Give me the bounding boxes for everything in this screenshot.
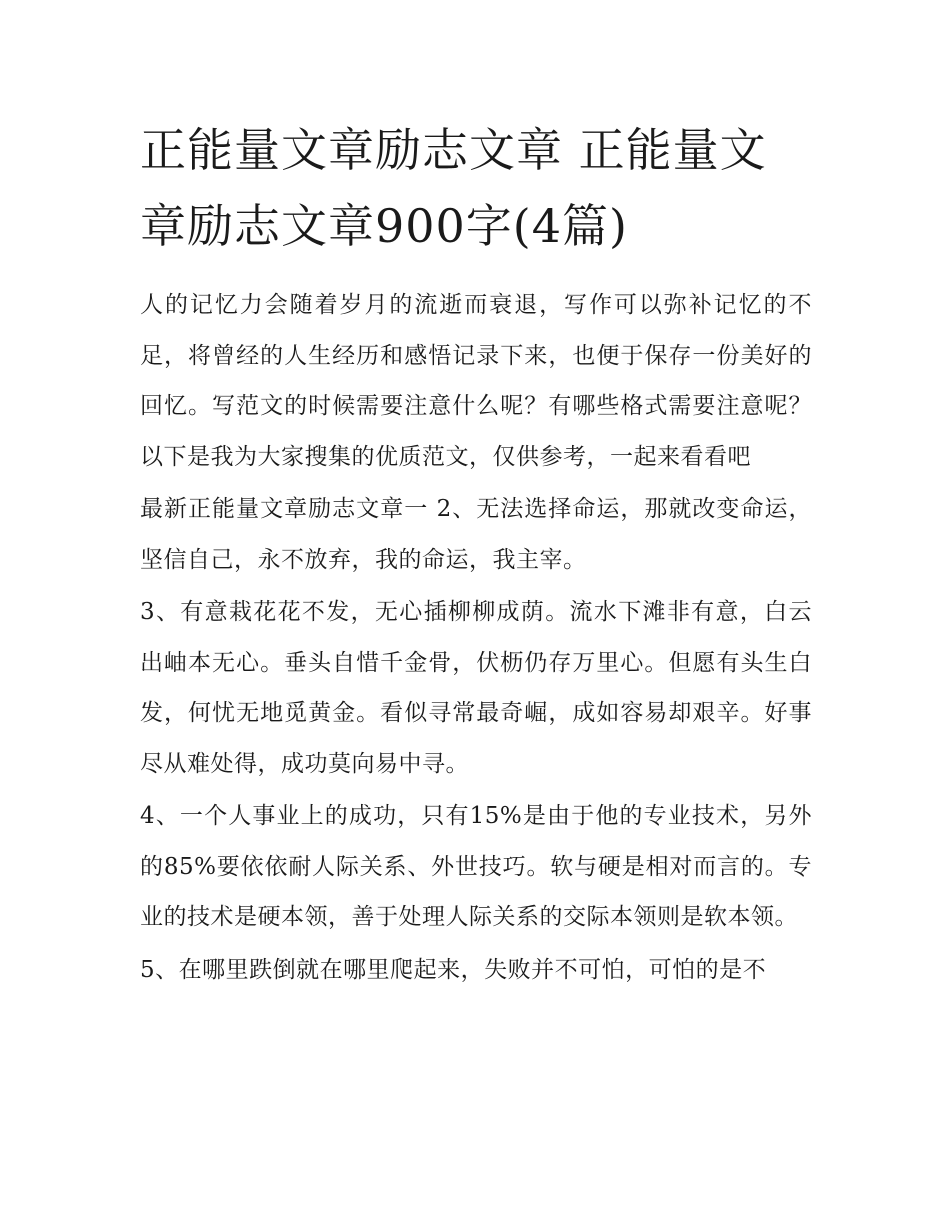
paragraph-item-5: 5、在哪里跌倒就在哪里爬起来，失败并不可怕，可怕的是不 (140, 956, 767, 983)
document-page (140, 112, 812, 995)
paragraph-item-4: 4、一个人事业上的成功，只有15%是由于他的专业技术，另外的85%要依依耐人际关系、外世技巧。软与硬是相对而言的。专业的技术是硬本领，善于处理人际关系的交际本领则是软本领。 (140, 803, 812, 930)
paragraph-item-3: 3、有意栽花花不发，无心插柳柳成荫。流水下滩非有意，白云出岫本无心。垂头自惜千金骨，伏枥仍存万里心。但愿有头生白发，何忧无地觅黄金。看似寻常最奇崛，成如容易却艰辛。好事尽从难处得，成功莫向易中寻。 (140, 599, 812, 777)
paragraph-intro: 人的记忆力会随着岁月的流逝而衰退，写作可以弥补记忆的不足，将曾经的人生经历和感悟记录下来，也便于保存一份美好的回忆。写范文的时候需要注意什么呢？有哪些格式需要注意呢？以下是我为大家搜集的优质范文，仅供参考，一起来看看吧 (140, 292, 812, 470)
document-title: 正能量文章励志文章 正能量文章励志文章900字(4篇) (140, 123, 767, 253)
paragraph-item-2: 最新正能量文章励志文章一 2、无法选择命运，那就改变命运，坚信自己，永不放弃，我的命运，我主宰。 (140, 496, 812, 573)
